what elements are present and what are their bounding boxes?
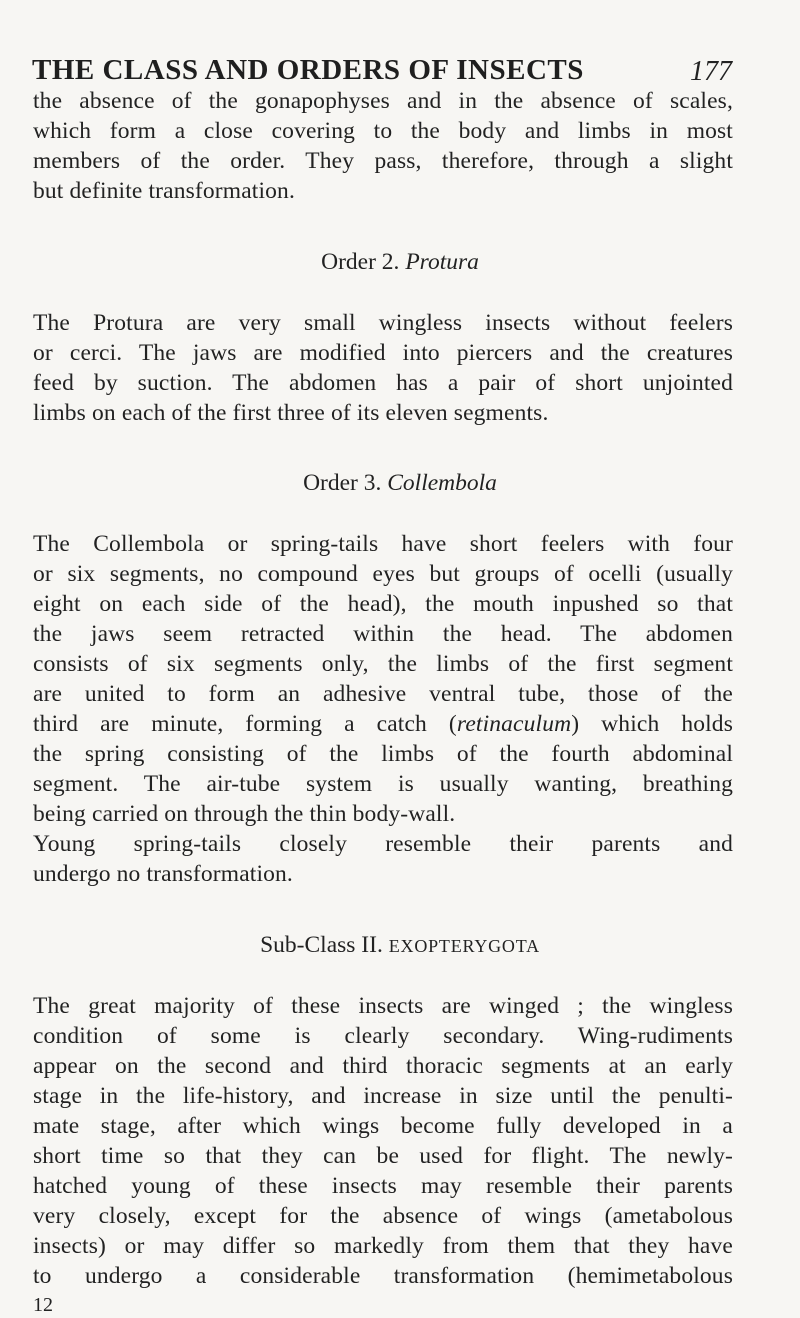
order-heading-protura	[0, 247, 800, 277]
italic-term: retinaculum	[456, 711, 572, 737]
body-line	[33, 709, 733, 739]
body-line: the spring consisting of the limbs of the fourth abdominal	[33, 741, 733, 767]
body-line: mate stage, after which wings become fully developed in a	[33, 1113, 733, 1139]
body-line: The Protura are very small wingless insects without feelers	[33, 310, 733, 336]
body-line: segment. The air-tube system is usually wanting, breathing	[33, 771, 733, 797]
body-line: being carried on through the thin body-wall.	[33, 801, 456, 827]
body-line: but definite transformation.	[33, 178, 295, 204]
subclass-name: EXOPTERYGOTA	[388, 936, 540, 956]
page-number: 177	[690, 56, 732, 87]
body-line: the absence of the gonapophyses and in the absence of scales,	[33, 88, 733, 114]
body-line: or six segments, no compound eyes but groups of ocelli (usually	[33, 561, 733, 587]
body-line: condition of some is clearly secondary. Wing-rudiments	[33, 1023, 733, 1049]
order-heading-collembola	[0, 468, 800, 498]
text-run: third are minute, forming a catch (	[33, 711, 457, 737]
subclass-number: Sub-Class II.	[260, 932, 383, 958]
body-line: undergo no transformation.	[33, 861, 293, 887]
body-line: consists of six segments only, the limbs of the first segment	[33, 651, 733, 677]
page-header	[32, 50, 732, 90]
signature-mark: 12	[33, 1294, 53, 1316]
body-line: to undergo a considerable transformation (hemimetabolous	[33, 1263, 733, 1289]
body-line: feed by suction. The abdomen has a pair of short unjointed	[33, 370, 733, 396]
body-line: limbs on each of the first three of its eleven segments.	[33, 400, 549, 426]
body-line: eight on each side of the head), the mouth inpushed so that	[33, 591, 733, 617]
body-line: appear on the second and third thoracic segments at an early	[33, 1053, 733, 1079]
order-number: Order 3.	[303, 470, 382, 496]
body-line: are united to form an adhesive ventral tube, those of the	[33, 681, 733, 707]
body-line: members of the order. They pass, therefore, through a slight	[33, 148, 733, 174]
running-title: THE CLASS AND ORDERS OF INSECTS	[32, 54, 584, 86]
body-line: The great majority of these insects are winged ; the wingless	[33, 993, 733, 1019]
body-line: very closely, except for the absence of wings (ametabolous	[33, 1203, 733, 1229]
body-line: stage in the life-history, and increase in size until the penulti-	[33, 1083, 733, 1109]
order-name: Collembola	[387, 470, 497, 496]
body-line: short time so that they can be used for flight. The newly-	[33, 1143, 733, 1169]
order-number: Order 2.	[321, 249, 400, 275]
body-line: which form a close covering to the body and limbs in most	[33, 118, 733, 144]
body-line: or cerci. The jaws are modified into piercers and the creatures	[33, 340, 733, 366]
body-line: hatched young of these insects may resemble their parents	[33, 1173, 733, 1199]
subclass-heading	[0, 930, 800, 961]
order-name: Protura	[405, 249, 479, 275]
body-line: insects) or may differ so markedly from them that they have	[33, 1233, 733, 1259]
body-line: The Collembola or spring-tails have short feelers with four	[33, 531, 733, 557]
body-line: the jaws seem retracted within the head. The abdomen	[33, 621, 733, 647]
text-run: ) which holds	[571, 711, 733, 737]
body-line: Young spring-tails closely resemble their parents and	[33, 831, 733, 857]
